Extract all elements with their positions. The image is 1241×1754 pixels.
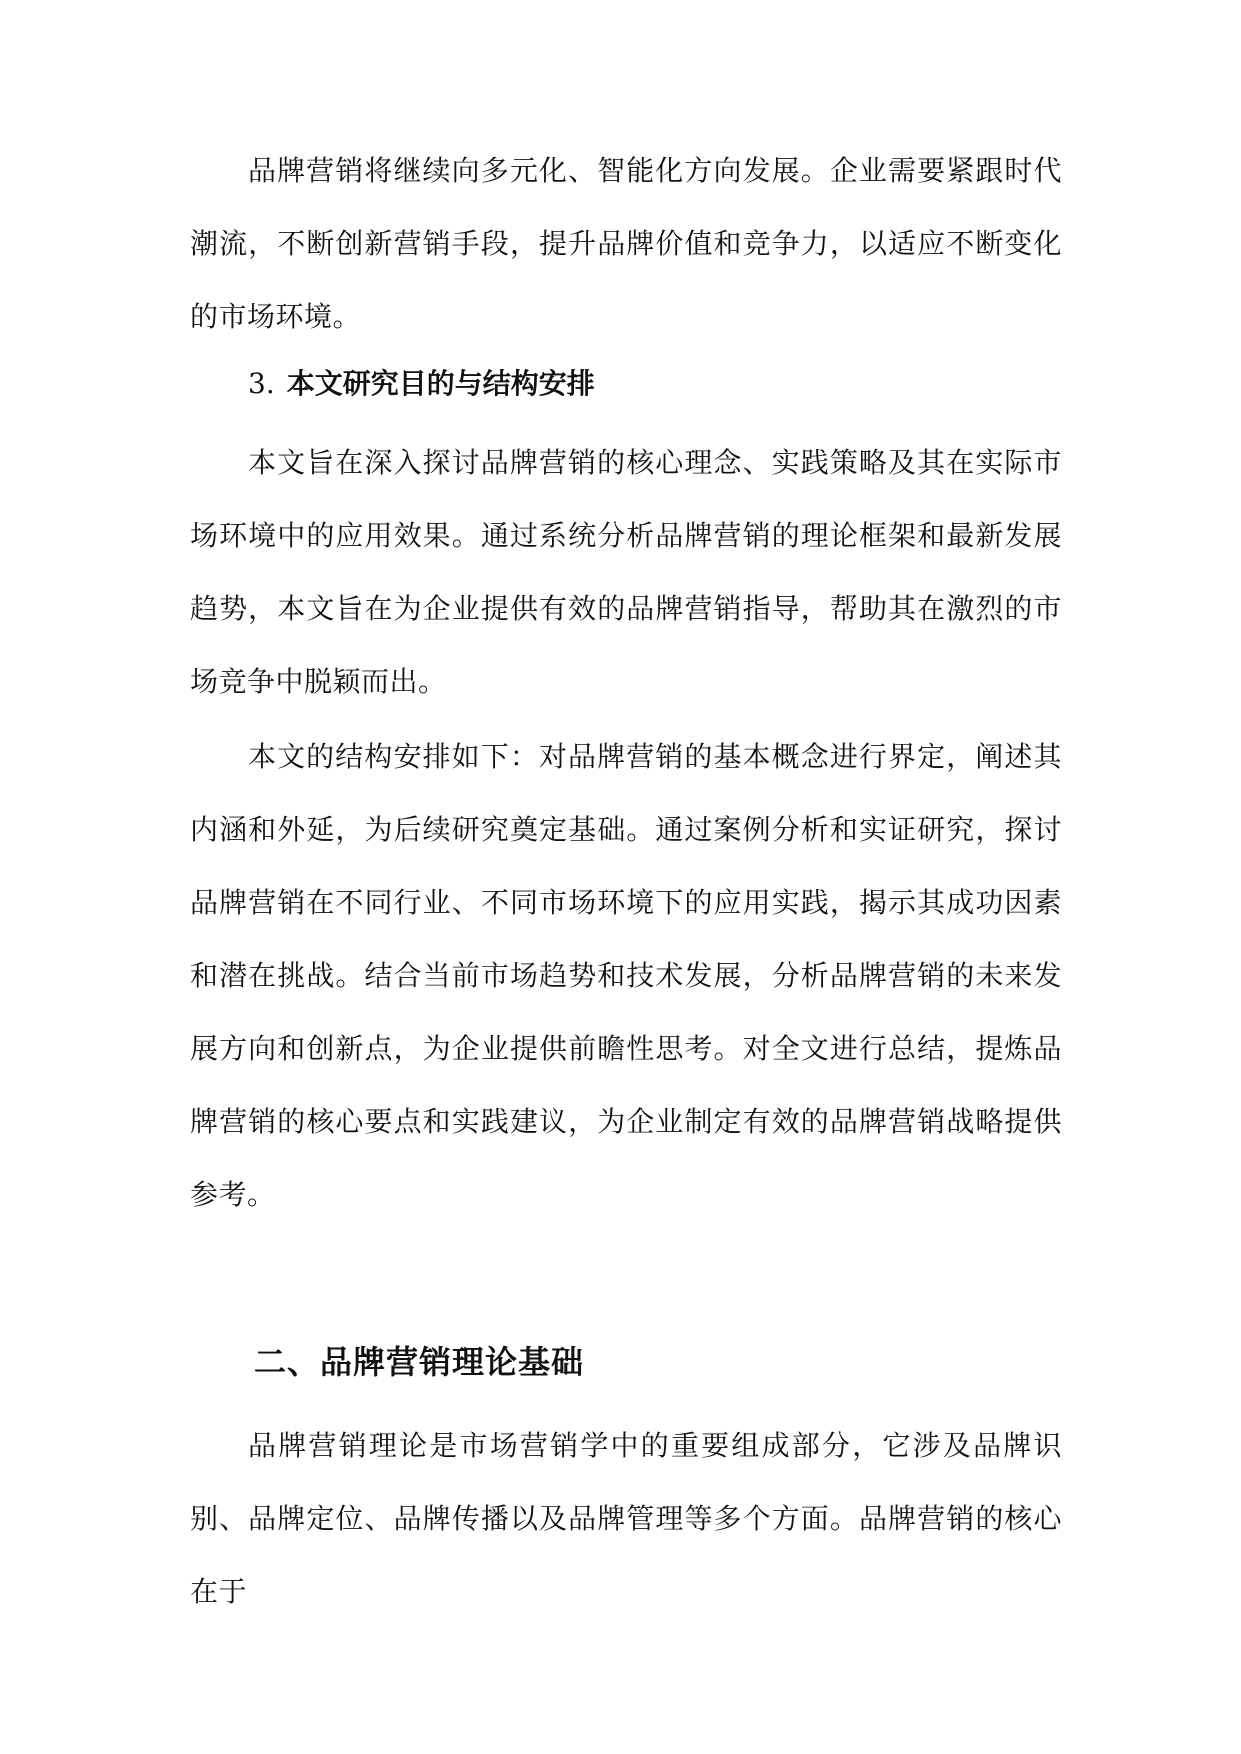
subsection-title: 本文研究目的与结构安排 <box>286 367 595 400</box>
section-heading: 二、品牌营销理论基础 <box>254 1343 585 1381</box>
subsection-heading <box>248 364 595 404</box>
subsection-number: 3. <box>248 367 275 400</box>
paragraph-structure: 本文的结构安排如下：对品牌营销的基本概念进行界定，阐述其内涵和外延，为后续研究奠定基础。通过案例分析和实证研究，探讨品牌营销在不同行业、不同市场环境下的应用实践，揭示其成功因素和潜在挑战。结合当前市场趋势和技术发展，分析品牌营销的未来发展方向和创新点，为企业提供前瞻性思考。对全文进行总结，提炼品牌营销的核心要点和实践建议，为企业制定有效的品牌营销战略提供参考。 <box>190 740 1062 1211</box>
paragraph-future-trends: 品牌营销将继续向多元化、智能化方向发展。企业需要紧跟时代潮流，不断创新营销手段，提升品牌价值和竞争力，以适应不断变化的市场环境。 <box>190 154 1062 333</box>
paragraph-research-purpose: 本文旨在深入探讨品牌营销的核心理念、实践策略及其在实际市场环境中的应用效果。通过系统分析品牌营销的理论框架和最新发展趋势，本文旨在为企业提供有效的品牌营销指导，帮助其在激烈的市场竞争中脱颖而出。 <box>190 446 1062 698</box>
paragraph-theory-intro: 品牌营销理论是市场营销学中的重要组成部分，它涉及品牌识别、品牌定位、品牌传播以及品牌管理等多个方面。品牌营销的核心在于 <box>190 1429 1062 1608</box>
